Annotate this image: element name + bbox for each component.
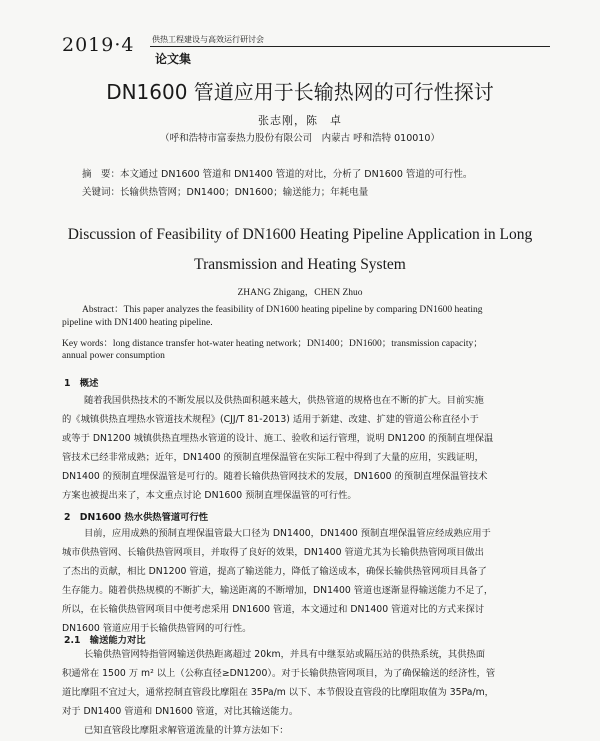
paragraph-line: 方案也被提出来了，本文重点讨论 DN1600 预制直埋保温管的可行性。	[62, 490, 357, 501]
section2-heading: 2 DN1600 热水供热管道可行性	[64, 512, 209, 523]
paragraph-line: 或等于 DN1200 城镇供热直埋热水管道的设计、施工、验收和运行管理，说明 DN1200 的预制直埋保温	[62, 433, 494, 444]
title-english-line1: Discussion of Feasibility of DN1600 Heating Pipeline Application in Long	[67, 226, 533, 243]
journal-year: 2019·4	[62, 34, 135, 56]
authors-chinese: 张志刚，陈 卓	[258, 114, 342, 127]
paragraph-line: 的《城镇供热直埋热水管道技术规程》(CJJ/T 81-2013) 适用于新建、改建、扩建的管道公称直径小于	[62, 414, 479, 425]
section21-body	[62, 645, 552, 740]
section2-body	[62, 524, 552, 638]
keywords-english-line1: Key words：long distance transfer hot-water heating network；DN1400；DN1600；transmission capacity；	[62, 339, 483, 349]
paragraph-line: 了杰出的贡献，相比 DN1200 管道，提高了输送能力，降低了输送成本，确保长输供热管网项目具备了	[62, 566, 487, 577]
authors-english: ZHANG Zhigang，CHEN Zhuo	[237, 288, 363, 298]
section21-heading: 2.1 输送能力对比	[64, 635, 146, 646]
section1-body	[62, 391, 552, 505]
title-english-line2: Transmission and Heating System	[194, 256, 406, 273]
paragraph-line: 城市供热管网、长输供热管网项目，并取得了良好的效果，DN1400 管道尤其为长输供热管网项目做出	[62, 547, 484, 558]
keywords-chinese: 关键词：长输供热管网；DN1400；DN1600；输送能力；年耗电量	[82, 187, 369, 198]
conference-name: 供热工程建设与高效运行研讨会	[152, 35, 264, 44]
paragraph-line: DN1600 管道应用于长输供热管网的可行性。	[62, 623, 252, 634]
section1-heading: 1 概述	[64, 378, 99, 389]
paragraph-line: 随着我国供热技术的不断发展以及供热面积越来越大，供热管道的规格也在不断的扩大。目前实施	[84, 395, 484, 406]
paragraph-line: 长输供热管网特指管网输送供热距离超过 20km，并具有中继泵站或隔压站的供热系统，其供热面	[84, 649, 486, 660]
section-label: 论文集	[155, 52, 192, 66]
paragraph-line: 道比摩阻不宜过大，通常控制直管段比摩阻在 35Pa/m 以下、本节假设直管段的比摩阻取值为 35Pa/m，	[62, 687, 494, 698]
abstract-english-line1: Abstract：This paper analyzes the feasibility of DN1600 heating pipeline by comparing DN1600 heating	[82, 305, 483, 315]
paragraph-line: 生存能力。随着供热规模的不断扩大，输送距离的不断增加，DN1400 管道也逐渐显得输送能力不足了，	[62, 585, 494, 596]
paragraph-line: 目前，应用成熟的预制直埋保温管最大口径为 DN1400，DN1400 预制直埋保温管应经成熟应用于	[84, 528, 491, 539]
header-rule	[150, 46, 550, 47]
abstract-english-line2: pipeline with DN1400 heating pipeline.	[62, 318, 213, 328]
keywords-english-line2: annual power consumption	[62, 351, 165, 361]
paragraph-line: 对于 DN1400 管道和 DN1600 管道，对比其输送能力。	[62, 706, 299, 717]
paragraph-line: 所以，在长输供热管网项目中便考虑采用 DN1600 管道，本文通过和 DN1400 管道对比的方式来探讨	[62, 604, 485, 615]
affiliation-chinese: （呼和浩特市富泰热力股份有限公司 内蒙古 呼和浩特 010010）	[160, 133, 440, 144]
paragraph-line: 管技术已经非常成熟；近年，DN1400 的预制直埋保温管在实际工程中得到了大量的应用，实践证明，	[62, 452, 484, 463]
paragraph-line: 积通常在 1500 万 m² 以上（公称直径≥DN1200）。对于长输供热管网项目，为了确保输送的经济性，管	[62, 668, 496, 679]
abstract-chinese: 摘 要：本文通过 DN1600 管道和 DN1400 管道的对比，分析了 DN1600 管道的可行性。	[82, 169, 473, 180]
title-chinese: DN1600 管道应用于长输热网的可行性探讨	[106, 80, 494, 104]
paragraph-line: 已知直管段比摩阻求解管道流量的计算方法如下：	[84, 725, 289, 736]
paragraph-line: DN1400 的预制直埋保温管是可行的。随着长输供热管网技术的发展，DN1600 的预制直埋保温管技术	[62, 471, 488, 482]
